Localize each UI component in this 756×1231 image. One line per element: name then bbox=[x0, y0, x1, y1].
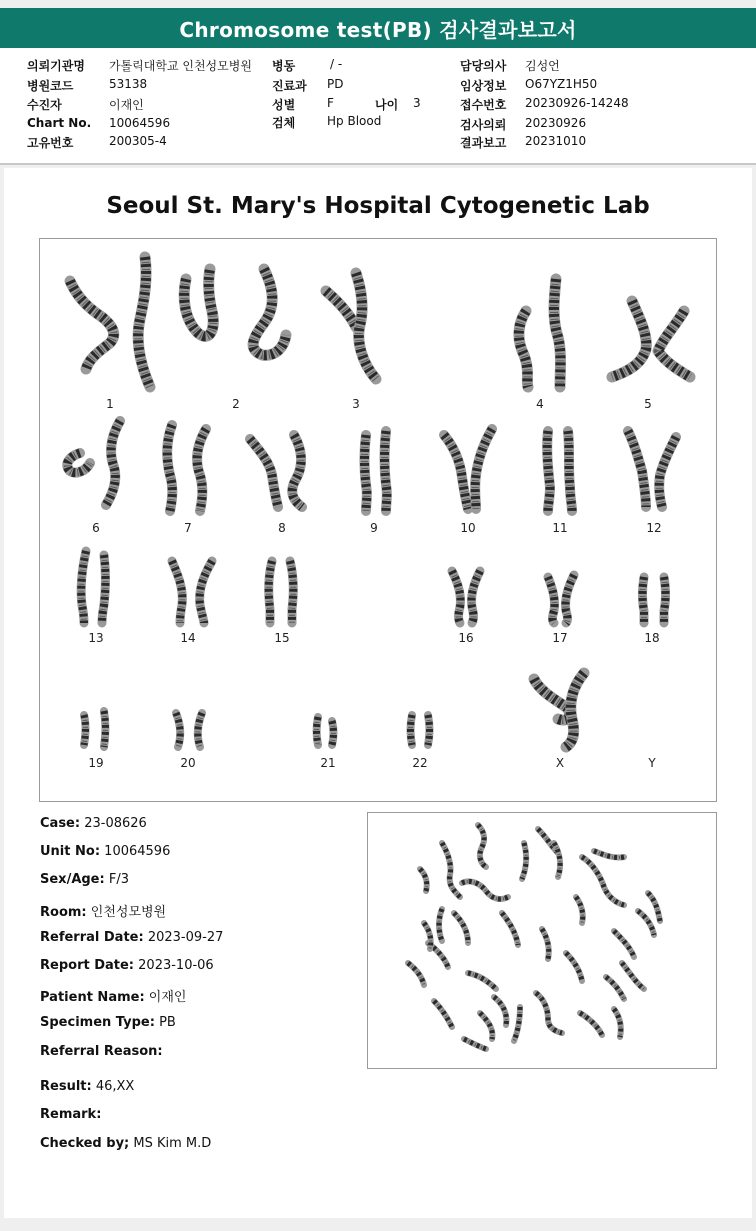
chromosome-shape bbox=[468, 973, 496, 989]
chromosome-shape bbox=[197, 429, 206, 511]
chromosome-shape bbox=[67, 453, 90, 473]
chromosome-shape bbox=[659, 437, 676, 507]
header-divider bbox=[0, 163, 756, 165]
patient-header bbox=[0, 48, 756, 164]
chromosome-shape bbox=[464, 1039, 486, 1049]
header-label-specimen: 검체 bbox=[272, 116, 296, 130]
chromosome-number-label: 20 bbox=[180, 756, 196, 770]
header-label-hospital-code: 병원코드 bbox=[27, 79, 74, 93]
info-room bbox=[40, 901, 166, 920]
chromosome-shape bbox=[643, 577, 645, 623]
header-label-result-report: 결과보고 bbox=[460, 136, 507, 150]
info-sex-age bbox=[40, 872, 129, 887]
cytogenetic-report bbox=[4, 168, 752, 1218]
chromosome-shape bbox=[628, 431, 646, 507]
info-label: Referral Reason: bbox=[40, 1044, 163, 1059]
chromosome-number-label: 18 bbox=[644, 631, 660, 645]
chromosome-shape bbox=[576, 897, 583, 923]
info-value: 10064596 bbox=[104, 844, 171, 859]
chromosome-number-label: 16 bbox=[458, 631, 474, 645]
chromosome-shape bbox=[253, 269, 286, 355]
chromosome-shape bbox=[664, 577, 666, 623]
chromosome-shape bbox=[462, 881, 508, 899]
chromosome-shape bbox=[566, 953, 582, 981]
chromosome-shape bbox=[519, 311, 528, 387]
header-value-institution: 가톨릭대학교 인천성모병원 bbox=[109, 59, 252, 73]
chromosome-number-label: 17 bbox=[552, 631, 568, 645]
chromosome-shape bbox=[612, 301, 646, 377]
header-value-test-request: 20230926 bbox=[525, 116, 587, 130]
header-value-clinical-info: O67YZ1H50 bbox=[525, 77, 598, 91]
chromosome-shape bbox=[568, 431, 572, 511]
header-value-result-report: 20231010 bbox=[525, 134, 587, 148]
chromosome-number-label: 5 bbox=[644, 397, 652, 411]
chromosome-shape bbox=[606, 977, 624, 999]
chromosome-shape bbox=[502, 913, 518, 945]
chromosome-shape bbox=[522, 843, 526, 879]
chromosome-shape bbox=[548, 577, 555, 623]
metaphase-panel bbox=[367, 812, 717, 1069]
info-referral-date bbox=[40, 930, 223, 945]
chromosome-shape bbox=[138, 257, 150, 387]
info-label: Remark: bbox=[40, 1107, 102, 1122]
chromosome-shape bbox=[554, 843, 560, 877]
info-label: Case: bbox=[40, 816, 81, 831]
chromosome-shape bbox=[444, 435, 468, 509]
info-value: 인천성모병원 bbox=[90, 905, 167, 920]
chromosome-shape bbox=[442, 843, 460, 897]
info-value: 이재인 bbox=[148, 990, 187, 1005]
chromosome-number-label: Y bbox=[648, 756, 656, 770]
chromosome-shape bbox=[439, 909, 442, 941]
header-label-patient: 수진자 bbox=[27, 98, 62, 112]
chromosome-shape bbox=[594, 851, 624, 858]
chromosome-shape bbox=[176, 713, 180, 747]
chromosome-shape bbox=[614, 1009, 621, 1037]
chromosome-number-label: 11 bbox=[552, 521, 568, 535]
chromosome-shape bbox=[514, 1007, 520, 1041]
header-value-doctor: 김성언 bbox=[525, 59, 560, 73]
header-label-age: 나이 bbox=[375, 98, 399, 112]
info-label: Checked by; bbox=[40, 1136, 130, 1151]
header-value-patient: 이재인 bbox=[109, 98, 144, 112]
chromosome-shape bbox=[478, 825, 486, 867]
chromosome-shape bbox=[81, 551, 86, 623]
chromosome-shape bbox=[554, 279, 561, 387]
chromosome-shape bbox=[184, 269, 213, 336]
chromosome-shape bbox=[454, 913, 468, 943]
chromosome-shape bbox=[420, 869, 427, 891]
info-referral-reason bbox=[40, 1044, 163, 1059]
chromosome-shape bbox=[536, 993, 562, 1033]
chromosome-number-label: 3 bbox=[352, 397, 360, 411]
chromosome-number-label: 15 bbox=[274, 631, 290, 645]
header-label-doctor: 담당의사 bbox=[460, 59, 507, 73]
info-value: F/3 bbox=[108, 872, 129, 887]
header-value-sex: F bbox=[327, 96, 334, 110]
header-label-receipt-no: 접수번호 bbox=[460, 98, 507, 112]
report-title: Chromosome test(PB) 검사결과보고서 bbox=[179, 17, 577, 42]
info-patient-name bbox=[40, 986, 186, 1005]
header-label-unique-no: 고유번호 bbox=[27, 136, 74, 150]
karyotype-image bbox=[40, 239, 716, 801]
chromosome-number-label: 6 bbox=[92, 521, 100, 535]
chromosome-shape bbox=[475, 429, 492, 509]
chromosome-number-label: 4 bbox=[536, 397, 544, 411]
info-value: 23-08626 bbox=[84, 816, 147, 831]
header-label-ward: 병동 bbox=[272, 59, 296, 73]
chromosome-number-label: X bbox=[555, 756, 565, 770]
chromosome-shape bbox=[365, 435, 367, 511]
chromosome-number-label: 7 bbox=[184, 521, 192, 535]
header-label-chart-no: Chart No. bbox=[27, 116, 92, 130]
info-unit-no bbox=[40, 844, 170, 859]
chromosome-shape bbox=[622, 963, 644, 989]
info-report-date bbox=[40, 958, 214, 973]
chromosome-shape bbox=[471, 571, 480, 623]
chromosome-number-label: 9 bbox=[370, 521, 378, 535]
chromosome-shape bbox=[638, 911, 654, 935]
header-value-specimen: Hp Blood bbox=[327, 114, 382, 128]
header-value-hospital-code: 53138 bbox=[109, 77, 148, 91]
info-label: Unit No: bbox=[40, 844, 101, 859]
info-label: Sex/Age: bbox=[40, 872, 105, 887]
karyotype-panel bbox=[39, 238, 717, 802]
chromosome-shape bbox=[547, 431, 550, 511]
info-checked-by bbox=[40, 1136, 211, 1151]
header-label-department: 진료과 bbox=[272, 79, 307, 93]
chromosome-shape bbox=[70, 281, 114, 369]
chromosome-shape bbox=[198, 713, 202, 747]
chromosome-shape bbox=[317, 717, 319, 745]
chromosome-shape bbox=[565, 575, 574, 623]
info-label: Referral Date: bbox=[40, 930, 144, 945]
chromosome-shape bbox=[200, 561, 212, 623]
header-label-sex: 성별 bbox=[272, 98, 296, 112]
chromosome-shape bbox=[385, 431, 387, 511]
info-label: Patient Name: bbox=[40, 990, 145, 1005]
info-specimen-type bbox=[40, 1015, 176, 1030]
header-label-institution: 의뢰기관명 bbox=[27, 59, 85, 73]
chromosome-shape bbox=[534, 679, 570, 720]
chromosome-number-label: 13 bbox=[88, 631, 104, 645]
chromosome-shape bbox=[614, 931, 634, 957]
chromosome-shape bbox=[658, 311, 690, 377]
chromosome-shape bbox=[84, 715, 86, 745]
report-banner bbox=[0, 8, 756, 48]
chromosome-shape bbox=[542, 929, 549, 959]
chromosome-number-label: 2 bbox=[232, 397, 240, 411]
info-label: Specimen Type: bbox=[40, 1015, 155, 1030]
chromosome-shape bbox=[292, 435, 302, 507]
chromosome-shape bbox=[106, 421, 120, 505]
chromosome-number-label: 19 bbox=[88, 756, 104, 770]
info-label: Room: bbox=[40, 905, 87, 920]
chromosome-shape bbox=[102, 555, 106, 623]
info-result bbox=[40, 1079, 134, 1094]
header-value-ward: / - bbox=[330, 57, 343, 71]
info-remark bbox=[40, 1107, 101, 1122]
chromosome-shape bbox=[250, 439, 278, 507]
info-value: 2023-10-06 bbox=[138, 958, 214, 973]
chromosome-shape bbox=[494, 997, 506, 1025]
chromosome-shape bbox=[172, 561, 182, 623]
chromosome-number-label: 22 bbox=[412, 756, 428, 770]
chromosome-shape bbox=[104, 711, 106, 747]
info-value: 46,XX bbox=[95, 1079, 135, 1094]
chromosome-number-label: 8 bbox=[278, 521, 286, 535]
chromosome-shape bbox=[167, 425, 172, 511]
chromosome-shape bbox=[428, 715, 430, 745]
header-value-department: PD bbox=[327, 77, 344, 91]
chromosome-shape bbox=[566, 673, 584, 747]
chromosome-shape bbox=[434, 1001, 452, 1027]
chromosome-shape bbox=[580, 1013, 602, 1035]
lab-title: Seoul St. Mary's Hospital Cytogenetic Lab bbox=[106, 193, 650, 219]
info-value: 2023-09-27 bbox=[147, 930, 224, 945]
header-value-receipt-no: 20230926-14248 bbox=[525, 96, 629, 110]
header-value-unique-no: 200305-4 bbox=[109, 134, 167, 148]
chromosome-shape bbox=[326, 291, 356, 327]
chromosome-shape bbox=[290, 561, 293, 623]
chromosome-shape bbox=[411, 715, 413, 745]
chromosome-shape bbox=[356, 273, 376, 379]
chromosome-shape bbox=[332, 721, 334, 745]
chromosome-number-label: 10 bbox=[460, 521, 476, 535]
chromosome-shape bbox=[452, 571, 461, 623]
chromosome-number-label: 14 bbox=[180, 631, 196, 645]
info-value: MS Kim M.D bbox=[133, 1136, 212, 1151]
header-value-age: 3 bbox=[413, 96, 421, 110]
chromosome-shape bbox=[269, 561, 272, 623]
chromosome-shape bbox=[480, 1013, 492, 1039]
chromosome-shape bbox=[408, 963, 424, 985]
chromosome-number-label: 12 bbox=[646, 521, 662, 535]
header-value-chart-no: 10064596 bbox=[109, 116, 171, 130]
chromosome-shape bbox=[582, 857, 624, 905]
chromosome-number-label: 21 bbox=[320, 756, 336, 770]
metaphase-image bbox=[368, 813, 716, 1068]
info-case bbox=[40, 816, 147, 831]
chromosome-number-label: 1 bbox=[106, 397, 114, 411]
info-label: Result: bbox=[40, 1079, 92, 1094]
header-label-test-request: 검사의뢰 bbox=[460, 118, 507, 132]
chromosome-shape bbox=[648, 893, 660, 921]
header-label-clinical-info: 임상정보 bbox=[460, 79, 507, 93]
info-label: Report Date: bbox=[40, 958, 135, 973]
info-value: PB bbox=[159, 1015, 176, 1030]
